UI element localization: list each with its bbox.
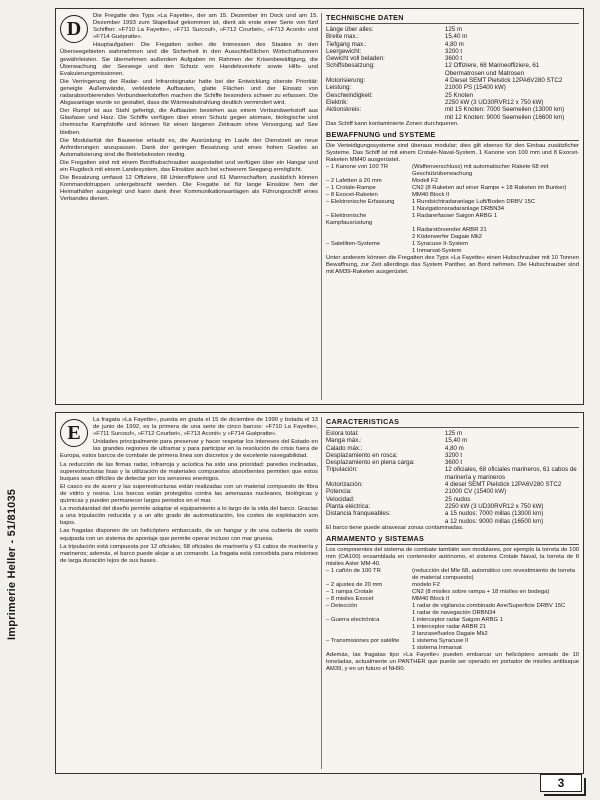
spec-key: Tiefgang max.: [326,40,367,48]
spec-key: Motorización: [326,481,363,489]
armament-key [326,624,412,631]
german-specs-column [326,13,579,400]
spanish-paragraph: La reducción de las firmas radar, infrarroja y acústica ha sido una prioridad: paredes inclinadas, superestructuras lisas y la utilización de materiales compuestos absorbentes permiten que estos buques sean difíciles de detectar por los sensores enemigos. [60,461,318,482]
spanish-paragraph: Unidades principalmente para preservar y hacer respetar los intereses del Estado en las grandes regiones de ultramar y para participar en la resolución de crisis fuera de Europa, estos barcos de combate de primera línea son discretos y de excelente navegabilidad. [60,439,318,460]
armament-key [326,610,412,617]
armament-key [326,227,412,234]
armament-outro-de: Unter anderem können die Fregatten des Typs »La Fayette« einen Hubschrauber mit 10 Tonnen Bewaffnung, zur Zeit allerdings das System Panther, an Bord nehmen. Die Hubschrauber sind mit AM39-Raketen ausgerüstet. [326,255,579,276]
armament-value: CN2 (8 misiles sobre rampa + 18 misiles en bodega) [412,589,550,596]
armament-value: 1 Syracuse II-System [412,241,468,248]
armament-key: – Guerra electrónica [326,617,380,624]
spec-value: 12 oficiales, 68 oficiales marineros, 61 cabos de marinería y marineros [444,466,577,481]
spec-value: 15,40 m [444,437,468,445]
spec-row [326,430,579,437]
armament-value: 2 lanzaseñuelos Dagaie Mk2 [412,631,488,638]
spec-row [326,41,579,48]
german-paragraph: Die Besatzung umfasst 12 Offiziere, 68 Unteroffiziere und 61 Mannschaften; zusätzlich können Kommandotruppen untergebracht werden. Die Fregatte ist für lange Einsätze fern der Heimathäfen ausgelegt und kann dank ihrer Kommunikationsanlagen als Führungsschiff eines Verbandes dienen. [60,175,318,203]
armament-item [326,199,579,206]
armament-key: – Elektronische Erfassung [326,199,395,206]
armament-value: modelo F2 [412,582,440,589]
spec-row [326,518,579,525]
armament-key: – 2 Lafetten à 20 mm [326,178,382,185]
spec-value: 15,40 m [444,33,468,41]
spec-row [326,55,579,62]
armament-item [326,631,579,638]
armament-value: 1 radar de vigilancia combinado Aire/Superficie DRBV 15C [412,603,566,610]
spec-key: Länge über alles: [326,26,374,33]
german-paragraph: Hauptaufgaben: Die Fregatten sollen die Interessen des Staates in den Überseegebieten wahrnehmen und die Sicherheit in den Ausschließlichen Wirtschaftszonen gewährleisten. Sie übernehmen außerdem Aufgaben im Rahmen der Krisenbewältigung, die Überwachung der Seewege und den Schutz von Handelsverkehr sowie Hilfs- und Evakuierungsmissionen. [60,42,318,77]
spec-value: 4,80 m [444,40,464,48]
armament-list-es [326,568,579,652]
spec-value: mit 15 Knoten: 7000 Seemeilen (13000 km) [444,106,565,114]
column-divider [321,13,322,400]
spanish-paragraph: La modularidad del diseño permite adaptar el equipamiento a lo largo de la vida del barco. Gracias a una tripulación reducida y a un alto grado de automatización, los costes de explotación son bajos. [60,506,318,527]
spec-value: 4,80 m [444,444,464,452]
armament-intro-es: Los componentes del sistema de combate también son modulares, por ejemplo la torreta de 100 mm (OA100) ensamblada en contenedor autónomo, el sistema Crotale Naval, la torreta de 8 misiles Aster MM-40. [326,546,579,568]
spec-key: Motorisierung: [326,77,366,85]
armament-item [326,645,579,652]
spec-row [326,481,579,488]
spec-key: Elektrik: [326,98,349,106]
armament-value: 1 interceptor radar Saigon ARBG 1 [412,617,504,624]
armament-value: 1 interceptor radar ARBR 21 [412,624,487,631]
armament-item [326,178,579,185]
armament-value: 1 Rundsichtradaranlage Luft/Boden DRBV 15C [412,199,536,206]
spec-key [326,518,445,525]
german-text-column [60,13,318,400]
specs-table-es [326,430,579,525]
spec-key: Distancia franqueables: [326,510,391,518]
spanish-text-column [60,417,318,769]
spec-row [326,84,579,91]
spanish-paragraph: La tripulación está compuesta por 12 oficiales, 68 oficiales de marinería y 61 cabos de marinería y marineros; además, el barco puede alojar a un comando. La fragata está concebida para misiones de larga duración lejos de sus bases. [60,543,318,564]
armament-value: 2 Köderwerfer Dagaie Mk2 [412,234,483,241]
armament-key [326,631,412,638]
armament-value: 1 Navigationsradaranlage DRBN34 [412,206,505,213]
armament-value: 1 Radarerfasser Saigon ARBG 1 [412,213,498,220]
armament-key: – 1 cañón de 100 TR [326,568,381,575]
column-divider [321,417,322,769]
spec-row [326,488,579,495]
armament-heading-es: ARMAMENTO y SISTEMAS [326,534,579,545]
spec-key: Desplazamiento en rosca: [326,451,398,459]
armament-item [326,624,579,631]
spec-row [326,466,579,481]
spec-row [326,106,579,113]
side-imprint-label: Imprimerie Heller - 51/81035 [6,488,18,640]
german-section [55,8,584,405]
spec-value: 2250 kW (3 UD30RVR12 x 750 kW) [444,502,544,510]
spec-row [326,114,579,121]
spec-row [326,452,579,459]
spanish-paragraph: El casco es de acero y las superestructuras están realizadas con un material compuesto de fibra de vidrio y resina. Los barcos están protegidos contra las amenazas nucleares, biológicas y químicas y pueden permanecer largos periodos en el mar. [60,483,318,505]
spec-row [326,510,579,517]
armament-key: – 1 Kanone von 100 TR [326,164,389,171]
spanish-body [60,417,318,565]
spec-key: Planta eléctrica: [326,502,371,510]
spec-value: 25 Knoten [444,91,474,99]
specs-heading-es: CARACTERISTICAS [326,417,579,428]
spec-row [326,503,579,510]
armament-item [326,206,579,213]
spec-key: Gewicht voll beladen: [326,55,385,63]
spec-key: Breite max.: [326,33,360,41]
specs-note-de: Das Schiff kann kontaminierte Zonen durchqueren. [326,120,459,127]
armament-key: – Transmisiones por satélite [326,638,400,645]
spec-key: Geschwindigkeit: [326,91,373,99]
spec-row [326,496,579,503]
armament-key: – Elektronische Kampfausrüstung [326,213,373,227]
spec-value: 125 m [444,26,463,33]
armament-item [326,185,579,192]
armament-value: CN2 (8 Raketen auf einer Rampe + 18 Raketen im Bunker) [412,185,567,192]
spec-key: Aktionskreis: [326,106,362,114]
spec-value: 21000 CV (15400 kW) [444,488,507,496]
spec-value: a 15 nudos: 7000 millas (13000 km) [444,510,544,518]
german-paragraph: Die Fregatten sind mit einem Bordhubschrauber ausgestattet und verfügen über ein Hangar und ein Flugdeck mit einem Landesystem, das Einsätze auch bei schwerem Seegang ermöglicht. [60,159,318,173]
spec-key: Schiffsbesatzung: [326,62,375,70]
armament-key: – 8 Exocet-Raketen [326,192,378,199]
spec-value: a 12 nudos: 9000 millas (16500 km) [444,517,544,525]
armament-item [326,596,579,603]
armament-item [326,241,579,248]
spec-row [326,62,579,77]
spanish-intro: La fragata »La Fayette«, puesta en grada el 15 de diciembre de 1990 y botada el 13 de junio de 1992, es la primera de una serie de cinco barcos: »F710 La Fayette«, »F711 Surcouf«, »F712 Courbet«, »F713 Aconit« y »F714 Guépratte«. [93,417,318,438]
armament-key: – 2 ajustes de 20 mm [326,582,383,589]
spec-key: Velocidad: [326,495,355,503]
armament-value: MM40 Block II [412,192,450,199]
specs-table-de [326,26,579,121]
armament-heading-de: BEWAFFNUNG und SYSTEME [326,130,579,141]
spec-row [326,26,579,33]
armament-key [326,206,412,213]
armament-item [326,589,579,596]
spec-row [326,445,579,452]
spec-value: 4 Diesel SEMT Pielstick 12PA6V280 STC2 [444,77,563,85]
spec-value: 25 nudos [444,495,471,503]
language-badge-de: D [60,15,88,43]
armament-item [326,164,579,178]
armament-item [326,227,579,234]
armament-value: Modell F2 [412,178,438,185]
armament-key [326,248,412,255]
spec-key [326,114,445,121]
armament-key: – 8 misiles Exocet [326,596,374,603]
spec-row [326,99,579,106]
armament-key [326,234,412,241]
armament-key: – Satelliten-Systeme [326,241,381,248]
armament-value: (reducción del Mle 68, automático con revestimiento de torreta de material compuesto) [412,568,576,582]
armament-item [326,582,579,589]
armament-key: – Detección [326,603,358,610]
specs-note-es: El barco tiene puede atravesar zonas contaminadas. [326,524,464,531]
spec-value: 3200 t [444,47,463,55]
armament-value: 1 radar de navegación DRBN34 [412,610,496,617]
spec-key: Leistung: [326,84,352,92]
german-intro: Die Fregatte des Typs »La Fayette«, der am 15. Dezember im Dock und am 15. Dezember 1993 zum Stapellauf gekommen ist, dient als erste einer Serie von fünf Schiffen: »F710 La Fayette«, »F711 Surcouf«, »F712 Courbet«, »F713 Aconit« und »F714 Guépratte«. [93,13,318,41]
spec-value: 12 Offiziere, 68 Marineoffiziere, 61 Obermatrosen und Matrosen [444,62,540,77]
spec-row [326,92,579,99]
spec-value: 2250 kW (3 UD30RVR12 x 750 kW) [444,98,544,106]
spec-key: Desplazamiento en plena carga: [326,459,415,467]
armament-item [326,213,579,227]
spec-value: 21000 PS (15400 kW) [444,84,506,92]
german-paragraph: Die Modularität der Bauweise erlaubt es, die Ausrüstung im Laufe der Dienstzeit an neue Anforderungen anzupassen. Dank der geringen Besatzung und eines hohen Grades an Automatisierung sind die Betriebskosten niedrig. [60,137,318,158]
spec-row [326,33,579,40]
armament-key: – 1 Crotale-Rampe [326,185,376,192]
spanish-specs-column [326,417,579,769]
armament-value: 1 Radarstörsender ARBR 21 [412,227,487,234]
armament-value: 1 sistema Inmarsat [412,645,462,652]
armament-item [326,603,579,610]
page-number: 3 [540,774,582,792]
german-body [60,13,318,203]
spec-value: 125 m [444,430,463,437]
armament-intro-de: Die Verteidigungssysteme sind überaus modular; dies gilt ebenso für den Einbau zusätzlicher Systeme. Das Schiff ist mit einem Crotale-Naval-System, 1 Kanone von 100 mm und 8 Exocet-Raketen MM40 ausgerüstet. [326,142,579,164]
armament-item [326,568,579,582]
armament-key [326,645,412,652]
armament-item [326,610,579,617]
spec-key: Eslora total: [326,430,359,437]
spec-value: 3200 t [444,451,463,459]
armament-value: 1 sistema Syracuse II [412,638,469,645]
armament-value: MM40 Block II [412,596,450,603]
spanish-section [55,412,584,774]
armament-item [326,248,579,255]
german-paragraph: Der Rumpf ist aus Stahl gefertigt, die Aufbauten bestehen aus einem Verbundwerkstoff aus Glasfaser und Harz. Die Schiffe verfügen über einen Schutz gegen atomare, biologische und chemische Kampfstoffe und können für einen längeren Zeitraum ohne Versorgung auf See bleiben. [60,108,318,136]
armament-item [326,638,579,645]
spec-value: mit 12 Knoten: 9000 Seemeilen (16600 km) [444,113,565,121]
spec-row [326,48,579,55]
spec-row [326,77,579,84]
spec-key: Leergewicht: [326,47,362,55]
spec-row [326,459,579,466]
armament-key: – 1 rampa Crotale [326,589,374,596]
armament-outro-es: Además, las fragatas tipo »La Fayette« pueden embarcar un helicóptero armado de 10 toneladas, actualmente un PANTHER que puede ser operado en portador de misiles antibuque AM39, y en un futuro el NH90. [326,652,579,673]
spec-key: Calado máx.: [326,444,363,452]
german-paragraph: Die Verringerung der Radar- und Infrarotsignatur hatte bei der Entwicklung oberste Priorität: geneigte Außenwände, verkleidete Aufbauten, glatte Flächen und der Einsatz von radarabsorbierenden Verbundwerkstoffen machen die Schiffe besonders schwer zu erfassen. Die Abgasanlage wurde so gestaltet, dass die Wärmeabstrahlung deutlich vermindert wird. [60,78,318,107]
armament-item [326,192,579,199]
spec-value: 3600 t [444,459,463,467]
spec-key: Manga máx.: [326,437,362,445]
specs-heading-de: TECHNISCHE DATEN [326,13,579,24]
spec-value: 4 diesel SEMT Pielstick 12PA6V280 STC2 [444,481,562,489]
spec-key: Tripulación: [326,466,358,474]
armament-item [326,234,579,241]
spanish-paragraph: Las fragatas disponen de un helicóptero embarcado, de un hangar y de una cubierta de vuelo equipada con un sistema de apontaje que permite operar incluso con mar gruesa. [60,528,318,542]
spec-value: 3600 t [444,55,463,63]
armament-value: (Waffenverschluss) mit automatischer Rakete 68 mit Geschützüberwachung [412,164,549,178]
spec-key: Potencia: [326,488,352,496]
spec-row [326,437,579,444]
armament-value: 1 Inmarsat-System [412,248,462,255]
language-badge-es: E [60,419,88,447]
armament-list-de [326,164,579,255]
armament-item [326,617,579,624]
